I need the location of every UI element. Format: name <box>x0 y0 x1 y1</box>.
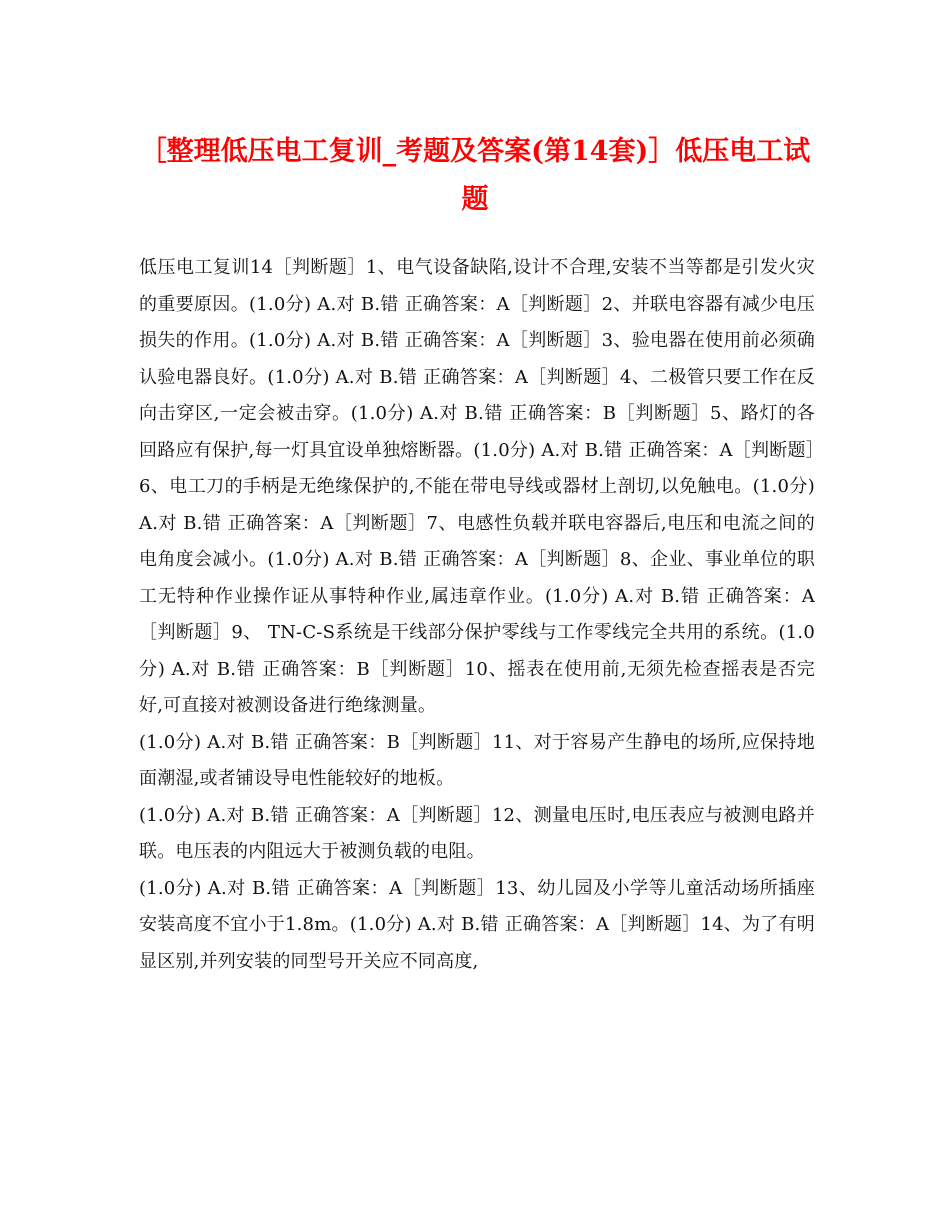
body-paragraph: (1.0分) A.对 B.错 正确答案：B［判断题］11、对于容易产生静电的场所,应保持地面潮湿,或者铺设导电性能较好的地板。 <box>139 731 815 789</box>
document-body <box>139 250 815 980</box>
body-paragraph: (1.0分) A.对 B.错 正确答案：A［判断题］13、幼儿园及小学等儿童活动场所插座安装高度不宜小于1.8m。(1.0分) A.对 B.错 正确答案：A［判断题］14、为了有明显区别,并列安装的同型号开关应不同高度, <box>139 877 815 972</box>
body-paragraph: 低压电工复训14［判断题］1、电气设备缺陷,设计不合理,安装不当等都是引发火灾的重要原因。(1.0分) A.对 B.错 正确答案：A［判断题］2、并联电容器有减少电压损失的作用。(1.0分) A.对 B.错 正确答案：A［判断题］3、验电器在使用前必须确认验电器良好。(1.0分) A.对 B.错 正确答案：A［判断题］4、二极管只要工作在反向击穿区,一定会被击穿。(1.0分) A.对 B.错 正确答案：B［判断题］5、路灯的各回路应有保护,每一灯具宜设单独熔断器。(1.0分) A.对 B.错 正确答案：A［判断题］6、电工刀的手柄是无绝缘保护的,不能在带电导线或器材上剖切,以免触电。(1.0分) A.对 B.错 正确答案：A［判断题］7、电感性负载并联电容器后,电压和电流之间的电角度会减小。(1.0分) A.对 B.错 正确答案：A［判断题］8、企业、事业单位的职工无特种作业操作证从事特种作业,属违章作业。(1.0分) A.对 B.错 正确答案：A［判断题］9、 TN-C-S系统是干线部分保护零线与工作零线完全共用的系统。(1.0分) A.对 B.错 正确答案：B［判断题］10、摇表在使用前,无须先检查摇表是否完好,可直接对被测设备进行绝缘测量。 <box>139 257 815 716</box>
document-title: ［整理低压电工复训_考题及答案(第14套)］低压电工试题 <box>139 136 811 215</box>
body-paragraph: (1.0分) A.对 B.错 正确答案：A［判断题］12、测量电压时,电压表应与被测电路并联。电压表的内阻远大于被测负载的电阻。 <box>139 804 815 862</box>
